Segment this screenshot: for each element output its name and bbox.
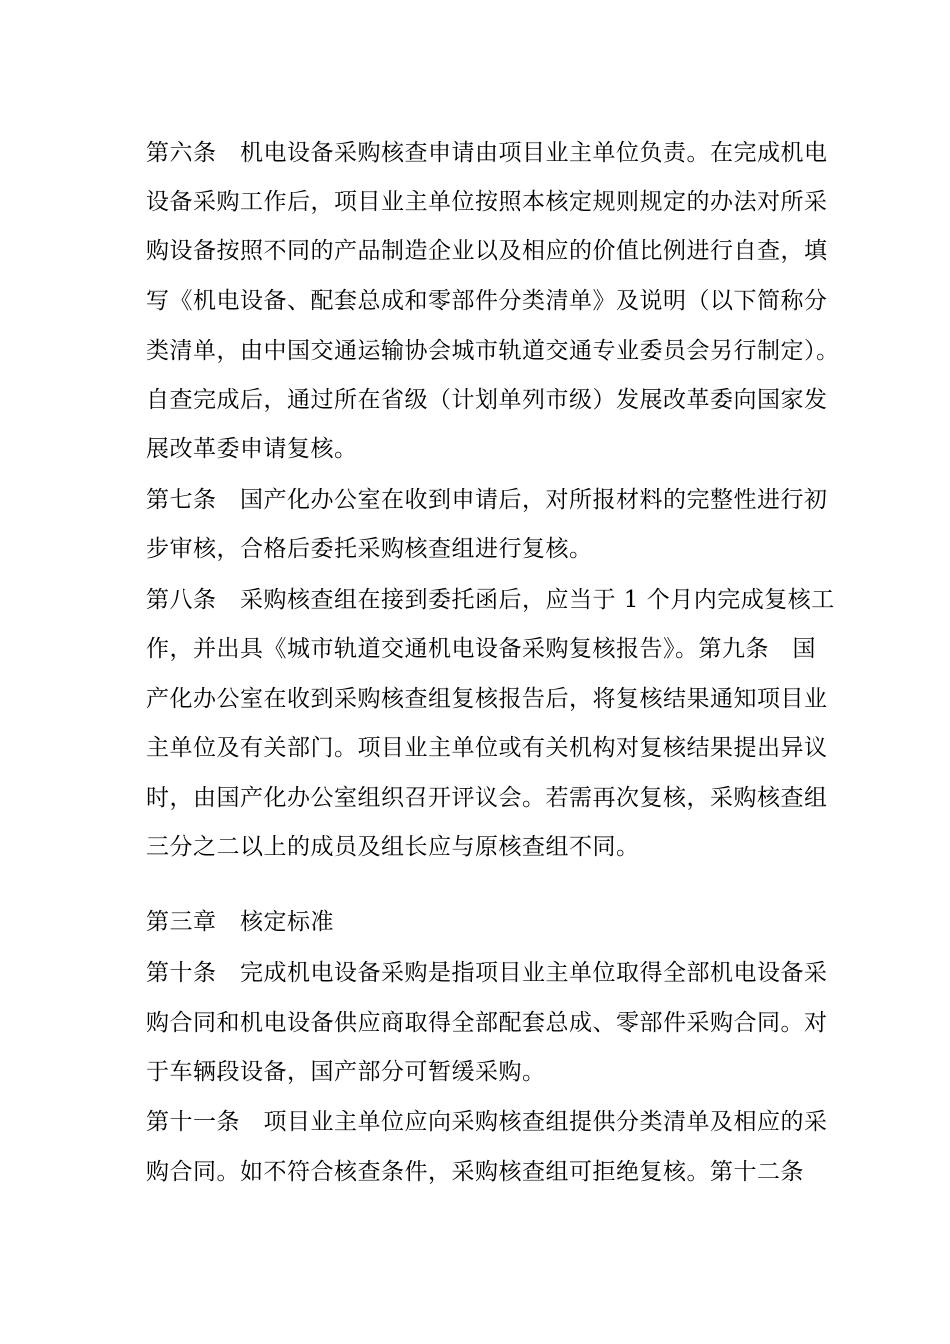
article-6-line-2: 设备采购工作后，项目业主单位按照本核定规则规定的办法对所采 [146, 189, 828, 215]
article-9-line-4: 三分之二以上的成员及组长应与原核查组不同。 [146, 834, 640, 860]
article-10-line-3: 于车辆段设备，国产部分可暂缓采购。 [146, 1059, 546, 1085]
chapter-3-heading: 第三章 核定标准 [146, 909, 334, 935]
article-11-line-1: 第十一条 项目业主单位应向采购核查组提供分类清单及相应的采 [146, 1109, 828, 1135]
article-8-line-1: 第八条 采购核查组在接到委托函后，应当于 1 个月内完成复核工 [146, 587, 835, 613]
article-6-line-3: 购设备按照不同的产品制造企业以及相应的价值比例进行自查，填 [146, 238, 828, 264]
article-7-line-1: 第七条 国产化办公室在收到申请后，对所报材料的完整性进行初 [146, 487, 828, 513]
article-10-line-2: 购合同和机电设备供应商取得全部配套总成、零部件采购合同。对 [146, 1010, 828, 1036]
article-6-line-7: 展改革委申请复核。 [146, 436, 358, 462]
article-7-line-2: 步审核，合格后委托采购核查组进行复核。 [146, 536, 593, 562]
article-9-line-1: 产化办公室在收到采购核查组复核报告后，将复核结果通知项目业 [146, 686, 828, 712]
article-6-line-6: 自查完成后，通过所在省级（计划单列市级）发展改革委向国家发 [146, 387, 828, 413]
article-9-line-3: 时，由国产化办公室组织召开评议会。若需再次复核，采购核查组 [146, 785, 828, 811]
article-6-line-1: 第六条 机电设备采购核查申请由项目业主单位负责。在完成机电 [146, 140, 828, 166]
article-9-line-2: 主单位及有关部门。项目业主单位或有关机构对复核结果提出异议 [146, 735, 828, 761]
article-6-line-4: 写《机电设备、配套总成和零部件分类清单》及说明（以下简称分 [146, 288, 828, 314]
article-11-line-2: 购合同。如不符合核查条件，采购核查组可拒绝复核。第十二条 [146, 1159, 804, 1185]
article-6-line-5: 类清单，由中国交通运输协会城市轨道交通专业委员会另行制定）。 [146, 338, 840, 364]
article-10-line-1: 第十条 完成机电设备采购是指项目业主单位取得全部机电设备采 [146, 960, 828, 986]
article-8-line-2: 作，并出具《城市轨道交通机电设备采购复核报告》。第九条 国 [146, 636, 816, 662]
